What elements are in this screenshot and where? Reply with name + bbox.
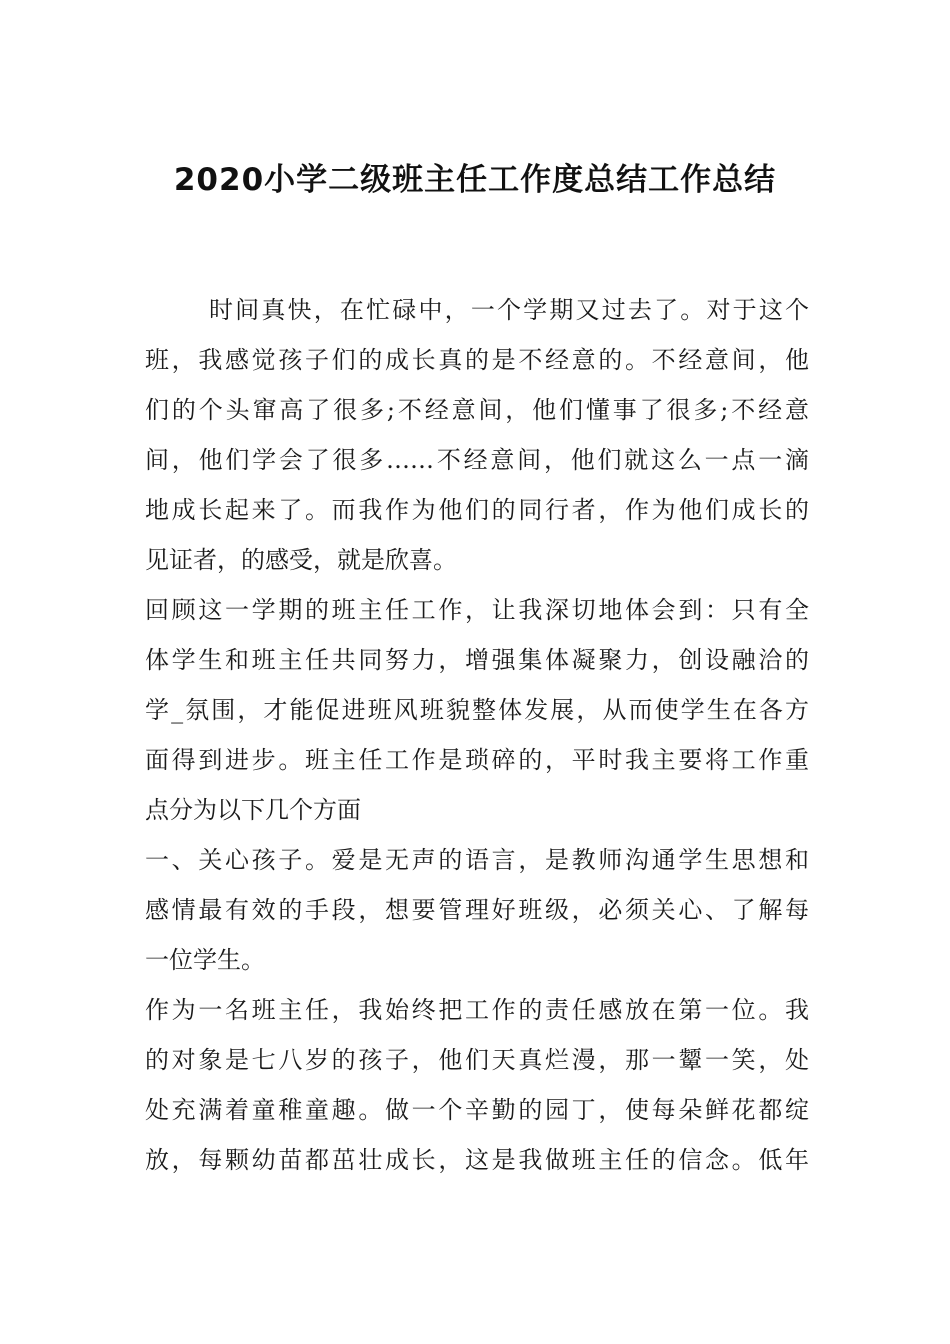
document-title: 2020小学二级班主任工作度总结工作总结 (173, 162, 777, 198)
paragraph-line: 们的个头窜高了很多;不经意间，他们懂事了很多;不经意 (145, 396, 809, 424)
paragraph-line: 处充满着童稚童趣。做一个辛勤的园丁，使每朵鲜花都绽 (145, 1096, 809, 1124)
paragraph-line: 体学生和班主任共同努力，增强集体凝聚力，创设融洽的 (145, 646, 809, 674)
paragraph-line: 面得到进步。班主任工作是琐碎的，平时我主要将工作重 (145, 746, 809, 774)
paragraph-line: 时间真快，在忙碌中，一个学期又过去了。对于这个 (209, 296, 809, 324)
paragraph-1 (145, 285, 809, 585)
document-body (145, 285, 809, 1185)
paragraph-line: 学_氛围，才能促进班风班貌整体发展，从而使学生在各方 (145, 696, 809, 724)
paragraph-line: 的对象是七八岁的孩子，他们天真烂漫，那一颦一笑，处 (145, 1046, 809, 1074)
paragraph-line: 间，他们学会了很多……不经意间，他们就这么一点一滴 (145, 446, 809, 474)
paragraph-line: 班，我感觉孩子们的成长真的是不经意的。不经意间，他 (145, 346, 809, 374)
paragraph-line: 回顾这一学期的班主任工作，让我深切地体会到：只有全 (145, 596, 809, 624)
paragraph-3 (145, 835, 809, 985)
paragraph-line: 见证者，的感受，就是欣喜。 (145, 546, 457, 574)
paragraph-line: 作为一名班主任，我始终把工作的责任感放在第一位。我 (145, 996, 809, 1024)
paragraph-line: 点分为以下几个方面 (145, 796, 361, 824)
paragraph-line: 一位学生。 (145, 946, 265, 974)
paragraph-line: 感情最有效的手段，想要管理好班级，必须关心、了解每 (145, 896, 809, 924)
paragraph-line: 放，每颗幼苗都茁壮成长，这是我做班主任的信念。低年 (145, 1146, 809, 1174)
paragraph-line: 地成长起来了。而我作为他们的同行者，作为他们成长的 (145, 496, 809, 524)
paragraph-2 (145, 585, 809, 835)
paragraph-line: 一、关心孩子。爱是无声的语言，是教师沟通学生思想和 (145, 846, 809, 874)
paragraph-4 (145, 985, 809, 1185)
